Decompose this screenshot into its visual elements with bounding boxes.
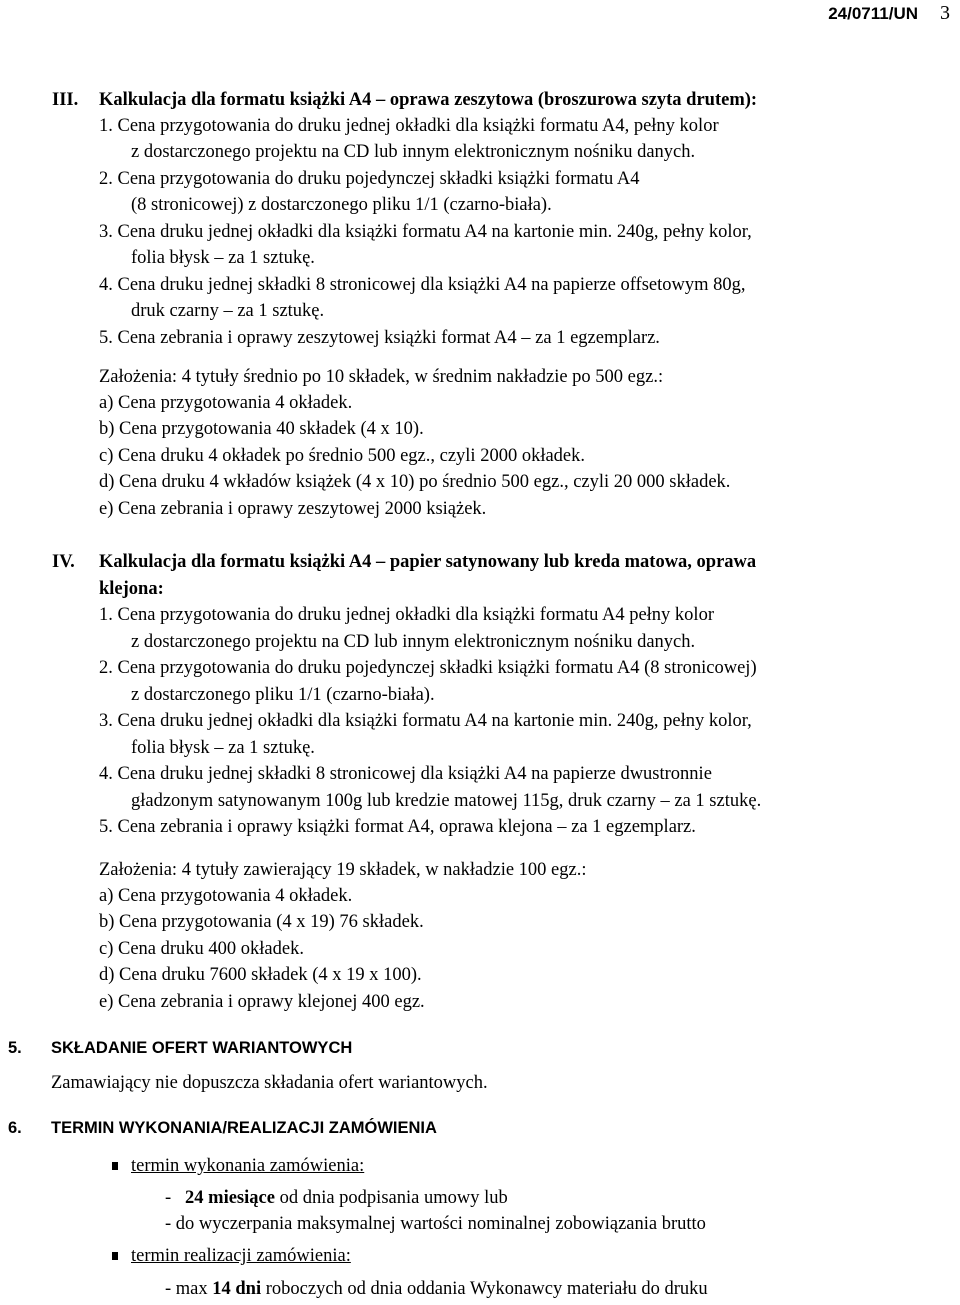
term1-option-1 xyxy=(165,1186,508,1210)
section-3-number: III. xyxy=(52,90,79,110)
s4-item-3a: 3. Cena druku jednej okładki dla książki formatu A4 na kartonie min. 240g, pełny kolor, xyxy=(99,711,752,731)
s4-item-2b: z dostarczonego pliku 1/1 (czarno-biała). xyxy=(131,685,435,705)
section-5-text: Zamawiający nie dopuszcza składania ofert wariantowych. xyxy=(51,1073,488,1093)
s3-assumptions-intro: Założenia: 4 tytuły średnio po 10 składek, w średnim nakładzie po 500 egz.: xyxy=(99,367,664,387)
page-number: 3 xyxy=(940,2,950,24)
s4-item-3b: folia błysk – za 1 sztukę. xyxy=(131,738,315,758)
document-code: 24/0711/UN xyxy=(828,4,918,23)
section-4-title-line1: Kalkulacja dla formatu książki A4 – papier satynowany lub kreda matowa, oprawa xyxy=(99,552,757,572)
term1-duration: 24 miesiące xyxy=(185,1188,275,1208)
term2-label-text: termin realizacji zamówienia: xyxy=(131,1246,351,1266)
s4-assumption-e: e) Cena zebrania i oprawy klejonej 400 egz. xyxy=(99,992,425,1012)
section-3-title: Kalkulacja dla formatu książki A4 – oprawa zeszytowa (broszurowa szyta drutem): xyxy=(99,90,758,110)
term2-prefix: - max xyxy=(165,1279,208,1299)
s4-assumption-b: b) Cena przygotowania (4 x 19) 76 składek. xyxy=(99,912,424,932)
section-6-number: 6. xyxy=(8,1119,22,1137)
term1-option-1-rest: od dnia podpisania umowy lub xyxy=(274,1188,508,1208)
page-header xyxy=(828,0,950,26)
s3-item-2b: (8 stronicowej) z dostarczonego pliku 1/1 (czarno-biała). xyxy=(131,195,552,215)
s3-assumption-e: e) Cena zebrania i oprawy zeszytowej 2000 książek. xyxy=(99,499,487,519)
s4-item-2a: 2. Cena przygotowania do druku pojedynczej składki książki formatu A4 (8 stronicowej) xyxy=(99,658,757,678)
term2-label xyxy=(131,1244,351,1268)
term2-duration: 14 dni xyxy=(212,1279,262,1299)
section-3-heading xyxy=(52,88,758,112)
s3-assumption-b: b) Cena przygotowania 40 składek (4 x 10). xyxy=(99,419,424,439)
s3-item-1b: z dostarczonego projektu na CD lub innym elektronicznym nośniku danych. xyxy=(131,142,696,162)
s3-assumption-c: c) Cena druku 4 okładek po średnio 500 egz., czyli 2000 okładek. xyxy=(99,446,586,466)
section-4-number: IV. xyxy=(52,552,75,572)
s3-assumption-d: d) Cena druku 4 wkładów książek (4 x 10) po średnio 500 egz., czyli 20 000 składek. xyxy=(99,472,731,492)
term1-label xyxy=(131,1154,364,1178)
section-5-title: SKŁADANIE OFERT WARIANTOWYCH xyxy=(51,1039,353,1057)
section-6-heading xyxy=(8,1116,437,1140)
section-6-title: TERMIN WYKONANIA/REALIZACJI ZAMÓWIENIA xyxy=(51,1119,437,1137)
s4-item-4a: 4. Cena druku jednej składki 8 stronicowej dla książki A4 na papierze dwustronnie xyxy=(99,764,712,784)
s3-item-3b: folia błysk – za 1 sztukę. xyxy=(131,248,315,268)
s4-item-1b: z dostarczonego projektu na CD lub innym elektronicznym nośniku danych. xyxy=(131,632,696,652)
term2-option xyxy=(165,1277,708,1301)
s4-assumptions-intro: Założenia: 4 tytuły zawierający 19 składek, w nakładzie 100 egz.: xyxy=(99,860,587,880)
term1-option-2-text: - do wyczerpania maksymalnej wartości nominalnej zobowiązania brutto xyxy=(165,1214,706,1234)
s4-assumption-c: c) Cena druku 400 okładek. xyxy=(99,939,304,959)
section-4-title-line2: klejona: xyxy=(99,579,164,599)
s3-item-2a: 2. Cena przygotowania do druku pojedynczej składki książki formatu A4 xyxy=(99,169,640,189)
s3-item-5: 5. Cena zebrania i oprawy zeszytowej książki format A4 – za 1 egzemplarz. xyxy=(99,328,660,348)
section-5-heading xyxy=(8,1036,353,1060)
s3-item-4b: druk czarny – za 1 sztukę. xyxy=(131,301,325,321)
term1-dash: - xyxy=(165,1188,172,1208)
s3-item-4a: 4. Cena druku jednej składki 8 stronicowej dla książki A4 na papierze offsetowym 80g, xyxy=(99,275,746,295)
bullet-icon xyxy=(112,1162,118,1170)
s4-item-1a: 1. Cena przygotowania do druku jednej okładki dla książki formatu A4 pełny kolor xyxy=(99,605,714,625)
term1-label-text: termin wykonania zamówienia: xyxy=(131,1156,365,1176)
s3-item-3a: 3. Cena druku jednej okładki dla książki formatu A4 na kartonie min. 240g, pełny kolor, xyxy=(99,222,752,242)
s3-item-1a: 1. Cena przygotowania do druku jednej okładki dla książki formatu A4, pełny kolor xyxy=(99,116,719,136)
term1-option-2 xyxy=(165,1212,706,1236)
s4-item-4b: gładzonym satynowanym 100g lub kredzie matowej 115g, druk czarny – za 1 sztukę. xyxy=(131,791,762,811)
s4-item-5: 5. Cena zebrania i oprawy książki format A4, oprawa klejona – za 1 egzemplarz. xyxy=(99,817,696,837)
s3-assumption-a: a) Cena przygotowania 4 okładek. xyxy=(99,393,353,413)
s4-assumption-a: a) Cena przygotowania 4 okładek. xyxy=(99,886,353,906)
section-4-heading xyxy=(52,550,757,574)
term2-rest: roboczych od dnia oddania Wykonawcy materiału do druku xyxy=(261,1279,708,1299)
bullet-icon xyxy=(112,1252,118,1260)
s4-assumption-d: d) Cena druku 7600 składek (4 x 19 x 100). xyxy=(99,965,422,985)
section-5-number: 5. xyxy=(8,1039,22,1057)
